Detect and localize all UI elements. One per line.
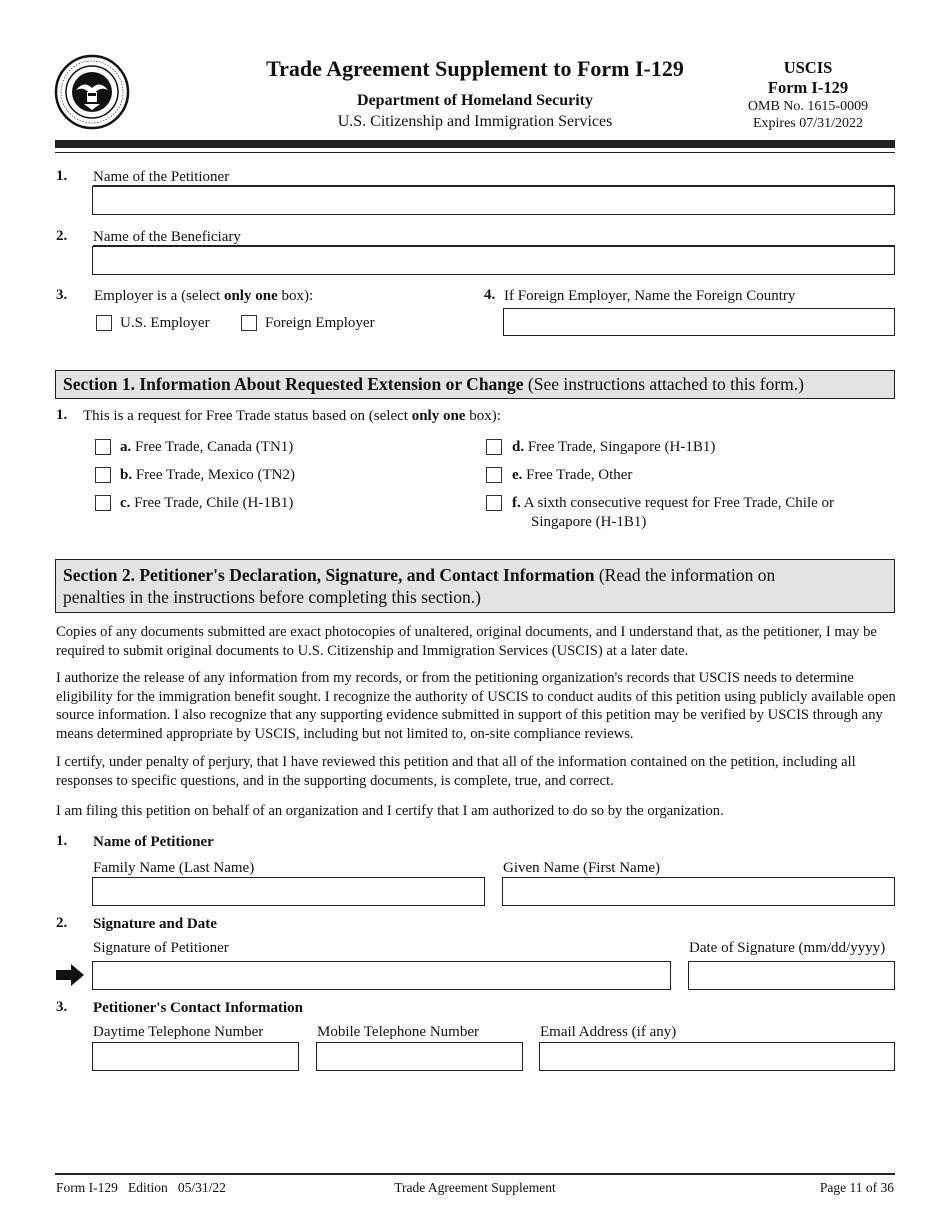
section2-subtitle-line2: penalties in the instructions before completing this section.) [63, 587, 481, 607]
mobile-phone-label: Mobile Telephone Number [317, 1024, 479, 1040]
date-of-signature-label: Date of Signature (mm/dd/yyyy) [689, 940, 886, 956]
date-of-signature-field[interactable] [688, 961, 895, 990]
footer-edition: Form I-129 Edition 05/31/22 [56, 1180, 226, 1195]
footer-page-number: Page 11 of 36 [819, 1180, 894, 1195]
declaration-paragraph-1: Copies of any documents submitted are exact photocopies of unaltered, original documents, and I understand that, as the petitioner, I may be required to submit original documents to U.S. Citizenship and Immigration Services (USCIS) at a later date. [56, 624, 877, 659]
section2-header [55, 559, 895, 613]
option-e-text: Free Trade, Other [526, 467, 633, 483]
footer-title: Trade Agreement Supplement [394, 1180, 556, 1195]
email-address-label: Email Address (if any) [540, 1024, 677, 1040]
beneficiary-name-label: Name of the Beneficiary [93, 229, 241, 245]
option-e-checkbox[interactable] [486, 467, 502, 483]
option-b-label [120, 466, 295, 484]
form-title: Trade Agreement Supplement to Form I-129 [266, 56, 684, 81]
signature-label: Signature of Petitioner [93, 940, 229, 956]
option-e-letter: e. [512, 467, 523, 483]
option-c-label [120, 494, 293, 512]
option-d-text: Free Trade, Singapore (H-1B1) [527, 439, 716, 455]
family-name-label: Family Name (Last Name) [93, 860, 255, 876]
option-c-checkbox[interactable] [95, 495, 111, 511]
q3-number: 3. [56, 287, 68, 303]
employer-type-label-pre: Employer is a (select [94, 288, 224, 304]
contact-info-title: Petitioner's Contact Information [93, 1000, 303, 1016]
employer-type-label [94, 287, 313, 305]
beneficiary-name-field[interactable] [92, 246, 895, 275]
free-trade-question [83, 407, 501, 425]
option-d-checkbox[interactable] [486, 439, 502, 455]
free-trade-question-pre: This is a request for Free Trade status based on (select [83, 408, 412, 424]
signature-field[interactable] [92, 961, 671, 990]
daytime-phone-field[interactable] [92, 1042, 299, 1071]
declaration-paragraph-4: I am filing this petition on behalf of an organization and I certify that I am authorized to do so by the organization. [56, 803, 724, 819]
family-name-field[interactable] [92, 877, 485, 906]
daytime-phone-label: Daytime Telephone Number [93, 1024, 264, 1040]
department-name: Department of Homeland Security [357, 92, 593, 109]
option-c-letter: c. [120, 495, 131, 511]
s1-q1-number: 1. [56, 407, 68, 423]
omb-number: OMB No. 1615-0009 [747, 99, 869, 114]
foreign-country-field[interactable] [503, 308, 895, 336]
option-a-checkbox[interactable] [95, 439, 111, 455]
section2-subtitle-line1: (Read the information on [594, 565, 776, 585]
option-a-label [120, 438, 293, 456]
option-f-text-line2: Singapore (H-1B1) [531, 514, 647, 530]
us-employer-label: U.S. Employer [120, 315, 210, 331]
option-e-label [512, 466, 632, 484]
footer-rule [55, 1173, 895, 1175]
dhs-seal-icon [54, 54, 130, 130]
employer-type-label-post: box): [277, 288, 314, 304]
option-d-label [512, 438, 715, 456]
free-trade-question-post: box): [465, 408, 501, 424]
option-b-letter: b. [120, 467, 133, 483]
signature-and-date-title: Signature and Date [93, 916, 217, 932]
name-of-petitioner-title: Name of Petitioner [93, 834, 214, 850]
form-number: Form I-129 [767, 78, 849, 97]
arrow-right-icon [56, 964, 84, 986]
option-d-letter: d. [512, 439, 525, 455]
section1-header [55, 370, 895, 399]
section1-subtitle: (See instructions attached to this form.) [523, 374, 804, 394]
option-b-text: Free Trade, Mexico (TN2) [135, 467, 295, 483]
q2-number: 2. [56, 228, 68, 244]
free-trade-question-bold: only one [411, 408, 466, 424]
foreign-country-label: If Foreign Employer, Name the Foreign Country [504, 288, 796, 304]
foreign-employer-checkbox[interactable] [241, 315, 257, 331]
header-thick-rule [55, 140, 895, 148]
option-f-text: A sixth consecutive request for Free Trade, Chile or [523, 495, 835, 511]
s2-q3-number: 3. [56, 999, 68, 1015]
foreign-employer-label: Foreign Employer [265, 315, 375, 331]
petitioner-name-label: Name of the Petitioner [93, 169, 230, 185]
dhs-seal [54, 54, 130, 130]
agency-name: U.S. Citizenship and Immigration Services [337, 113, 613, 130]
option-a-letter: a. [120, 439, 132, 455]
given-name-field[interactable] [502, 877, 895, 906]
option-f-label [512, 494, 834, 512]
option-f-checkbox[interactable] [486, 495, 502, 511]
declaration-paragraph-3: I certify, under penalty of perjury, that I have reviewed this petition and that all of the information contained on the petition, including all responses to specific questions, and in the supporting documents, is complete, true, and correct. [56, 754, 856, 789]
petitioner-name-field[interactable] [92, 186, 895, 215]
header-thin-rule [55, 152, 895, 153]
q4-number: 4. [484, 287, 496, 303]
declaration-paragraph-2: I authorize the release of any information from my records, or from the petitioning organization's records that USCIS needs to determine eligibility for the immigration benefit sought. I recognize the authority of USCIS to conduct audits of this petition using publicly available open source information. I also recognize that any supporting evidence submitted in support of this petition may be verified by USCIS through any means determined appropriate by USCIS, including but not limited to, on-site compliance reviews. [56, 670, 896, 742]
uscis-label: USCIS [783, 58, 833, 77]
s2-q1-number: 1. [56, 833, 68, 849]
mobile-phone-field[interactable] [316, 1042, 523, 1071]
employer-type-label-bold: only one [223, 288, 278, 304]
section1-title: Section 1. Information About Requested Extension or Change [63, 374, 524, 394]
us-employer-checkbox[interactable] [96, 315, 112, 331]
q1-number: 1. [56, 168, 68, 184]
option-c-text: Free Trade, Chile (H-1B1) [134, 495, 294, 511]
option-f-letter: f. [512, 495, 521, 511]
email-address-field[interactable] [539, 1042, 895, 1071]
s2-q2-number: 2. [56, 915, 68, 931]
option-a-text: Free Trade, Canada (TN1) [135, 439, 294, 455]
section2-title: Section 2. Petitioner's Declaration, Signature, and Contact Information [63, 565, 595, 585]
expiration-date: Expires 07/31/2022 [752, 116, 864, 131]
given-name-label: Given Name (First Name) [503, 860, 661, 876]
option-b-checkbox[interactable] [95, 467, 111, 483]
